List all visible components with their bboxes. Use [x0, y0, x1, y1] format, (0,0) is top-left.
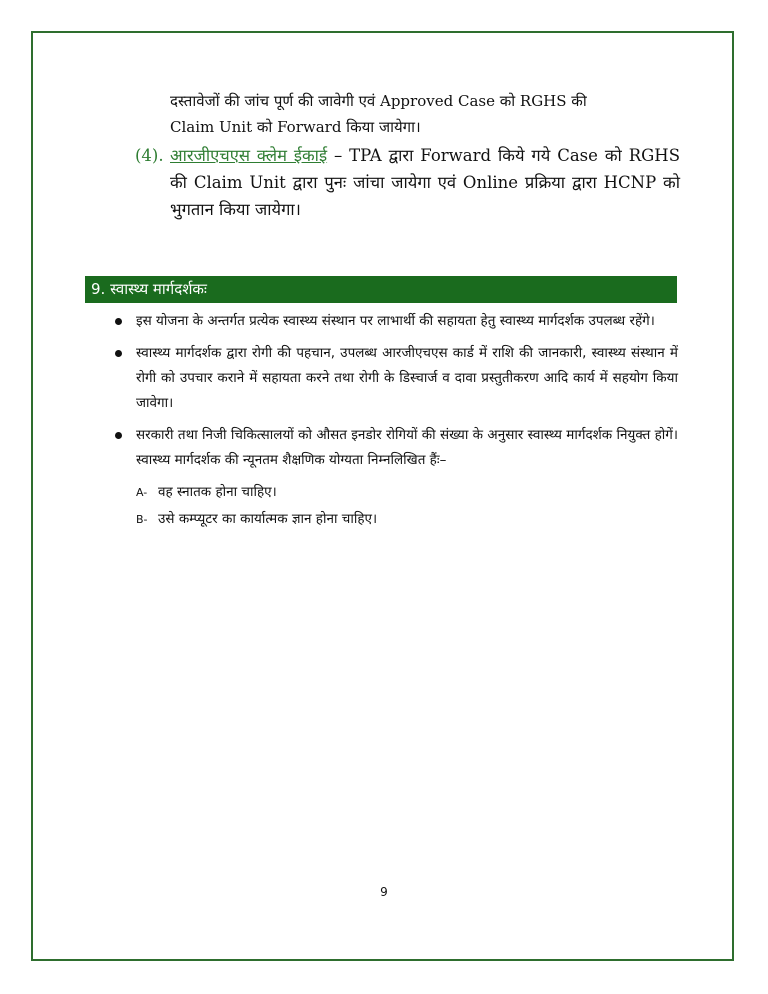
sub-item-marker: A-: [136, 486, 148, 499]
bullet-list: [112, 309, 678, 532]
bullet-dot-icon: [115, 432, 122, 439]
page-number: 9: [380, 885, 388, 899]
bullet-text: इस योजना के अन्तर्गत प्रत्येक स्वास्थ्य संस्थान पर लाभार्थी की सहायता हेतु स्वास्थ्य मार्गदर्शक उपलब्ध रहेंगे।: [136, 313, 655, 329]
continuation-line-1: दस्तावेजों की जांच पूर्ण की जावेगी एवं Approved Case को RGHS की: [170, 92, 587, 110]
item-text: – TPA द्वारा Forward किये गये Case को RGHS की Claim Unit द्वारा पुनः जांचा जायेगा एवं Online प्रक्रिया द्वारा HCNP को भुगतान किया जायेगा।: [170, 146, 680, 219]
bullet-item: [112, 309, 678, 334]
bullet-text: सरकारी तथा निजी चिकित्सालयों को औसत इनडोर रोगियों की संख्या के अनुसार स्वास्थ्य मार्गदर्शक नियुक्त होगें। स्वास्थ्य मार्गदर्शक की न्यूनतम शैक्षणिक योग्यता निम्नलिखित हैंः–: [136, 427, 678, 468]
sub-item-marker: B-: [136, 513, 148, 526]
section-heading: 9. स्वास्थ्य मार्गदर्शकः: [85, 276, 677, 303]
list-item-4: [135, 142, 680, 223]
bullet-dot-icon: [115, 350, 122, 357]
sub-item: [112, 480, 678, 505]
sub-item-text: वह स्नातक होना चाहिए।: [158, 484, 277, 500]
bullet-item: [112, 423, 678, 473]
continuation-line-2: Claim Unit को Forward किया जायेगा।: [170, 118, 421, 136]
bullet-item: [112, 341, 678, 416]
bullet-text: स्वास्थ्य मार्गदर्शक द्वारा रोगी की पहचान, उपलब्ध आरजीएचएस कार्ड में राशि की जानकारी, स्वास्थ्य संस्थान में रोगी को उपचार कराने में सहायता करने तथा रोगी के डिस्चार्ज व दावा प्रस्तुतीकरण आदि कार्य में सहयोग किया जावेगा।: [136, 345, 678, 411]
item-heading-link[interactable]: आरजीएचएस क्लेम ईकाई: [170, 146, 328, 165]
bullet-dot-icon: [115, 318, 122, 325]
continuation-paragraph: [170, 88, 690, 140]
sub-item-text: उसे कम्प्यूटर का कार्यात्मक ज्ञान होना चाहिए।: [158, 511, 378, 527]
sub-item: [112, 507, 678, 532]
item-number: (4).: [135, 146, 164, 165]
